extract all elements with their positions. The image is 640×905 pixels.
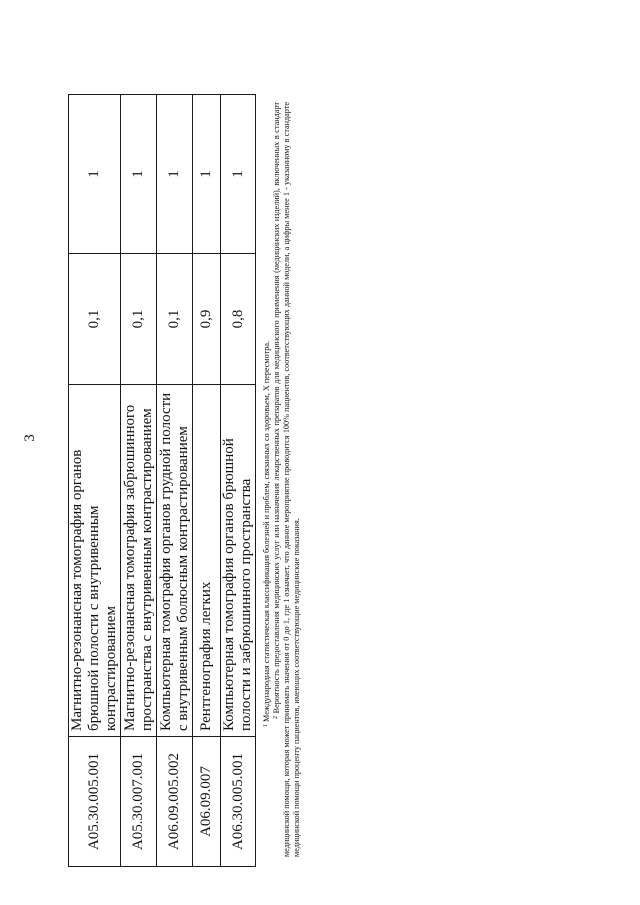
service-code: A05.30.005.001 xyxy=(69,737,121,867)
service-name: Магнитно-резонансная томография органов брюшной полости с внутривенным контрастированием xyxy=(69,385,121,737)
frequency-value: 0,1 xyxy=(157,254,193,385)
multiplicity-value: 1 xyxy=(221,95,256,254)
page-number: 3 xyxy=(22,434,38,442)
frequency-value: 0,1 xyxy=(69,254,121,385)
footnote-text: Международная статистическая классификация болезней и проблем, связанных со здоровьем, X пересмотра. xyxy=(262,340,271,722)
service-code: A06.09.005.002 xyxy=(157,737,193,867)
table-row xyxy=(193,95,221,867)
table-row xyxy=(69,95,121,867)
service-code: A05.30.007.001 xyxy=(121,737,157,867)
services-table xyxy=(68,94,256,867)
service-name: Компьютерная томография органов грудной полости с внутривенным болюсным контрастированием xyxy=(157,385,193,737)
multiplicity-value: 1 xyxy=(121,95,157,254)
footnote-mark: 1 xyxy=(263,724,269,727)
service-code: A06.09.007 xyxy=(193,737,221,867)
multiplicity-value: 1 xyxy=(69,95,121,254)
frequency-value: 0,8 xyxy=(221,254,256,385)
footnote-text: Вероятность предоставления медицинских услуг или назначения лекарственных препаратов для медицинского применения (медицинских изделий), включенных в стандарт медицинской помощи, которая может принимать значения от 0 до 1, где 1 означает, что данное мероприятие проводится 100% пациентов, соответствующих данной модели, а цифры менее 1 - указанному в стандарте медицинской помощи проценту пациентов, имеющих соответствующие медицинские показания. xyxy=(272,101,301,857)
multiplicity-value: 1 xyxy=(193,95,221,254)
footnote xyxy=(272,102,302,857)
service-code: A06.30.005.001 xyxy=(221,737,256,867)
footnote xyxy=(262,102,272,857)
service-name: Магнитно-резонансная томография забрюшинного пространства с внутривенным контрастированием xyxy=(121,385,157,737)
table-row xyxy=(221,95,256,867)
multiplicity-value: 1 xyxy=(157,95,193,254)
frequency-value: 0,9 xyxy=(193,254,221,385)
table-row xyxy=(121,95,157,867)
table-row xyxy=(157,95,193,867)
frequency-value: 0,1 xyxy=(121,254,157,385)
footnote-mark: 2 xyxy=(273,716,279,719)
service-name: Компьютерная томография органов брюшной полости и забрюшинного пространства xyxy=(221,385,256,737)
service-name: Рентгенография легких xyxy=(193,385,221,737)
footnotes xyxy=(262,102,302,857)
